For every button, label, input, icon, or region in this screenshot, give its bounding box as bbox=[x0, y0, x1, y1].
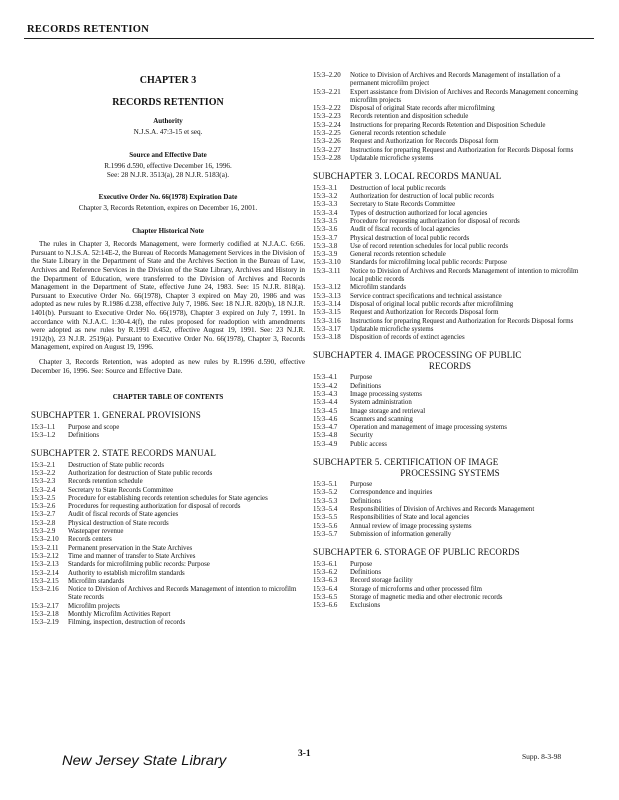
section-number: 15:3–3.13 bbox=[313, 292, 341, 300]
toc-entry bbox=[31, 536, 305, 544]
section-number: 15:3–2.4 bbox=[31, 486, 56, 494]
section-title: Disposition of records of extinct agencies bbox=[350, 334, 465, 342]
section-number: 15:3–4.8 bbox=[313, 432, 338, 440]
left-toc bbox=[31, 410, 305, 628]
section-title: Purpose bbox=[350, 560, 373, 568]
toc-entry bbox=[31, 503, 305, 511]
section-number: 15:3–3.17 bbox=[313, 325, 341, 333]
subchapter-heading bbox=[31, 410, 305, 421]
section-title: Notice to Division of Archives and Records Management of intention to microfilm local public records bbox=[350, 267, 579, 284]
source-heading: Source and Effective Date bbox=[129, 150, 207, 159]
toc-entry bbox=[313, 113, 587, 121]
toc-entry bbox=[31, 487, 305, 495]
section-number: 15:3–2.26 bbox=[313, 138, 341, 146]
section-number: 15:3–2.27 bbox=[313, 146, 341, 154]
toc-entry bbox=[31, 528, 305, 536]
toc-entry bbox=[313, 309, 587, 317]
toc-entry bbox=[31, 603, 305, 611]
chapter-title: RECORDS RETENTION bbox=[112, 97, 224, 108]
history-paragraph-1: The rules in Chapter 3, Records Management, were formerly codified at N.J.A.C. 6:66. Pursuant to N.J.S.A. 52:14E-2, the Bureau of Records Management Services in the Division of the State Library in the Department of State and the Archives Section in the Bureau of Law, Archives and Reference Services in the Division of the State Library, Archives and History in the Department of Education, were transferred to the Division of Archives and Records Management in the Department of State, effective June 24, 1983. See: 15 N.J.R. 818(a). Pursuant to Executive Order No. 66(1978), Chapter 3 expired on May 20, 1986 and was adopted as new rules by R.1986 d.238, effective July 7, 1986. See: 18 N.J.R. 820(b), 18 N.J.R. 1401(b). Pursuant to Executive Order No. 66(1978), Chapter 3 expired on July 7, 1991. In accordance with N.J.A.C. 1:30-4.4(f), the rules proposed for readoption with amendments were adopted as new rules by R.1991 d.452, effective August 19, 1991. See: 23 N.J.R. 1912(b), 23 N.J.R. 2519(a). Pursuant to Executive Order No. 66(1978), Chapter 3, Records Management, expired on August 19, 1996. bbox=[31, 240, 305, 352]
toc-entry bbox=[313, 201, 587, 209]
section-number: 15:3–5.2 bbox=[313, 489, 338, 497]
toc-entry bbox=[313, 326, 587, 334]
toc-entry bbox=[313, 130, 587, 138]
section-number: 15:3–2.12 bbox=[31, 552, 59, 560]
section-number: 15:3–6.6 bbox=[313, 602, 338, 610]
section-number: 15:3–2.24 bbox=[313, 121, 341, 129]
section-number: 15:3–2.15 bbox=[31, 577, 59, 585]
toc-entry bbox=[313, 602, 587, 610]
section-title: Updatable microfiche systems bbox=[350, 325, 434, 333]
toc-entry bbox=[313, 586, 587, 594]
section-title: Monthly Microfilm Activities Report bbox=[68, 611, 171, 619]
source-text-1: R.1996 d.590, effective December 16, 1996. bbox=[104, 161, 232, 170]
subchapter-2 bbox=[313, 72, 587, 163]
section-title: Records centers bbox=[68, 536, 112, 544]
section-title: Destruction of State public records bbox=[68, 461, 165, 469]
section-title: Records retention and disposition schedule bbox=[350, 113, 469, 121]
section-number: 15:3–5.6 bbox=[313, 522, 338, 530]
toc-entry bbox=[313, 268, 587, 285]
toc-entry bbox=[313, 318, 587, 326]
section-number: 15:3–2.22 bbox=[313, 105, 341, 113]
section-title: Audit of fiscal records of local agencies bbox=[350, 226, 460, 234]
section-title: Instructions for preparing Request and Authorization for Records Disposal forms bbox=[350, 317, 574, 325]
section-title: General records retention schedule bbox=[350, 251, 446, 259]
section-title: Destruction of local public records bbox=[350, 184, 446, 192]
section-title: Records retention schedule bbox=[68, 478, 143, 486]
subchapter-heading bbox=[313, 350, 587, 371]
section-number: 15:3–3.8 bbox=[313, 242, 338, 250]
section-title: Physical destruction of State records bbox=[68, 519, 169, 527]
toc-entry bbox=[31, 511, 305, 519]
toc-entry bbox=[313, 506, 587, 514]
toc-entry bbox=[31, 478, 305, 486]
toc-entry bbox=[313, 259, 587, 267]
section-number: 15:3–3.16 bbox=[313, 317, 341, 325]
section-title: Correspondence and inquiries bbox=[350, 489, 433, 497]
toc-table bbox=[31, 424, 305, 441]
toc-entry bbox=[313, 432, 587, 440]
subchapter-title-continued: RECORDS bbox=[428, 360, 472, 371]
section-number: 15:3–2.25 bbox=[313, 130, 341, 138]
toc-entry bbox=[31, 578, 305, 586]
section-number: 15:3–2.10 bbox=[31, 536, 59, 544]
section-title: Authority to establish microfilm standards bbox=[68, 569, 185, 577]
section-number: 15:3–2.17 bbox=[31, 602, 59, 610]
section-number: 15:3–3.12 bbox=[313, 284, 341, 292]
section-number: 15:3–4.4 bbox=[313, 399, 338, 407]
toc-entry bbox=[313, 441, 587, 449]
section-number: 15:3–4.1 bbox=[313, 374, 338, 382]
page-number: 3-1 bbox=[298, 749, 311, 759]
section-number: 15:3–2.5 bbox=[31, 494, 56, 502]
section-number: 15:3–5.4 bbox=[313, 505, 338, 513]
toc-table bbox=[313, 481, 587, 539]
section-number: 15:3–3.3 bbox=[313, 201, 338, 209]
section-title: Purpose bbox=[350, 481, 373, 489]
section-number: 15:3–4.9 bbox=[313, 440, 338, 448]
toc-entry bbox=[313, 569, 587, 577]
toc-entry bbox=[313, 138, 587, 146]
section-title: Microfilm standards bbox=[350, 284, 407, 292]
toc-entry bbox=[313, 374, 587, 382]
history-paragraph-2: Chapter 3, Records Retention, was adopted as new rules by R.1996 d.590, effective December 16, 1996. See: Source and Effective Date. bbox=[31, 357, 305, 375]
toc-entry bbox=[313, 243, 587, 251]
section-title: Authorization for destruction of local public records bbox=[350, 193, 494, 201]
subchapter-heading bbox=[313, 547, 587, 558]
section-title: Storage of microforms and other processed film bbox=[350, 585, 483, 593]
section-number: 15:3–4.2 bbox=[313, 382, 338, 390]
subchapter-6 bbox=[313, 547, 587, 610]
section-title: Definitions bbox=[350, 382, 382, 390]
toc-entry bbox=[313, 523, 587, 531]
toc-entry bbox=[313, 122, 587, 130]
toc-table bbox=[313, 72, 587, 163]
section-title: System administration bbox=[350, 399, 412, 407]
section-number: 15:3–5.1 bbox=[313, 481, 338, 489]
section-number: 15:3–5.7 bbox=[313, 530, 338, 538]
subchapter-3 bbox=[313, 171, 587, 342]
subchapter-title: SUBCHAPTER 1. GENERAL PROVISIONS bbox=[31, 410, 201, 421]
section-title: Security bbox=[350, 432, 373, 440]
section-number: 15:3–2.13 bbox=[31, 561, 59, 569]
section-title: Procedure for establishing records retention schedules for State agencies bbox=[68, 494, 268, 502]
toc-table bbox=[31, 462, 305, 628]
section-title: Responsibilities of State and local agencies bbox=[350, 514, 470, 522]
section-title: Notice to Division of Archives and Records Management of installation of a permanent microfilm project bbox=[350, 72, 561, 88]
subchapter-2 bbox=[31, 448, 305, 627]
subchapter-heading bbox=[313, 171, 587, 182]
section-title: Image storage and retrieval bbox=[350, 407, 426, 415]
history-heading: Chapter Historical Note bbox=[132, 227, 204, 236]
section-number: 15:3–2.9 bbox=[31, 528, 56, 536]
section-title: Physical destruction of local public records bbox=[350, 234, 470, 242]
toc-entry bbox=[313, 284, 587, 292]
left-column bbox=[31, 72, 305, 628]
header-rule bbox=[24, 38, 594, 39]
subchapter-title: SUBCHAPTER 4. IMAGE PROCESSING OF PUBLIC bbox=[313, 350, 522, 361]
section-title: Responsibilities of Division of Archives and Records Management bbox=[350, 505, 535, 513]
section-number: 15:3–4.7 bbox=[313, 424, 338, 432]
section-title: Purpose and scope bbox=[68, 423, 120, 431]
section-title: Notice to Division of Archives and Records Management of intention to microfilm State records bbox=[68, 586, 297, 602]
expiration-text: Chapter 3, Records Retention, expires on December 16, 2001. bbox=[78, 204, 258, 213]
toc-entry bbox=[313, 334, 587, 342]
section-number: 15:3–4.3 bbox=[313, 391, 338, 398]
section-number: 15:3–3.7 bbox=[313, 234, 338, 242]
toc-entry bbox=[31, 561, 305, 569]
supplement-date: Supp. 8-3-98 bbox=[522, 752, 562, 761]
toc-entry bbox=[313, 155, 587, 163]
subchapter-4 bbox=[313, 350, 587, 449]
section-number: 15:3–3.2 bbox=[313, 193, 338, 201]
toc-entry bbox=[31, 432, 305, 440]
section-number: 15:3–3.10 bbox=[313, 259, 341, 267]
section-title: Standards for microfilming local public records: Purpose bbox=[350, 259, 507, 267]
section-title: Scanners and scanning bbox=[350, 415, 413, 423]
toc-entry bbox=[313, 226, 587, 234]
section-title: Definitions bbox=[68, 431, 100, 439]
section-title: Request and Authorization for Records Disposal form bbox=[350, 309, 499, 317]
toc-entry bbox=[313, 531, 587, 539]
subchapter-heading bbox=[31, 448, 305, 459]
section-title: Instructions for preparing Records Retention and Disposition Schedule bbox=[350, 121, 546, 129]
subchapter-1 bbox=[31, 410, 305, 440]
section-title: Updatable microfiche systems bbox=[350, 154, 434, 162]
toc-entry bbox=[31, 545, 305, 553]
section-title: Use of record retention schedules for local public records bbox=[350, 242, 509, 250]
subchapter-title-continued: PROCESSING SYSTEMS bbox=[400, 467, 500, 478]
toc-entry bbox=[31, 553, 305, 561]
toc-table bbox=[313, 561, 587, 611]
toc-entry bbox=[313, 218, 587, 226]
toc-entry bbox=[313, 416, 587, 424]
toc-entry bbox=[313, 424, 587, 432]
source-text-2: See: 28 N.J.R. 3513(a), 28 N.J.R. 5183(a). bbox=[106, 170, 230, 179]
toc-entry bbox=[313, 498, 587, 506]
toc-entry bbox=[313, 89, 587, 106]
section-title: Filming, inspection, destruction of records bbox=[68, 619, 186, 627]
section-title: Time and manner of transfer to State Archives bbox=[68, 552, 196, 560]
toc-entry bbox=[313, 489, 587, 497]
section-title: General records retention schedule bbox=[350, 130, 446, 138]
section-title: Microfilm standards bbox=[68, 577, 125, 585]
toc-entry bbox=[313, 391, 587, 399]
section-title: Operation and management of image processing systems bbox=[350, 424, 507, 432]
subchapter-5 bbox=[313, 457, 587, 539]
section-title: Service contract specifications and technical assistance bbox=[350, 292, 502, 300]
section-title: Instructions for preparing Request and Authorization for Records Disposal forms bbox=[350, 146, 574, 154]
section-title: Submission of information generally bbox=[350, 530, 452, 538]
toc-entry bbox=[31, 462, 305, 470]
section-title: Storage of magnetic media and other electronic records bbox=[350, 593, 503, 601]
section-number: 15:3–6.4 bbox=[313, 585, 338, 593]
section-number: 15:3–5.3 bbox=[313, 497, 338, 505]
section-number: 15:3–2.8 bbox=[31, 519, 56, 527]
section-title: Exclusions bbox=[350, 602, 381, 610]
section-number: 15:3–3.1 bbox=[313, 184, 338, 192]
toc-entry bbox=[313, 383, 587, 391]
section-number: 15:3–3.18 bbox=[313, 334, 341, 342]
section-title: Procedures for requesting authorization for disposal of records bbox=[68, 503, 241, 511]
toc-entry bbox=[31, 424, 305, 432]
toc-entry bbox=[313, 105, 587, 113]
toc-entry bbox=[313, 399, 587, 407]
section-number: 15:3–2.20 bbox=[313, 72, 341, 79]
section-title: Secretary to State Records Committee bbox=[68, 486, 174, 494]
section-number: 15:3–4.6 bbox=[313, 415, 338, 423]
toc-entry bbox=[31, 495, 305, 503]
section-number: 15:3–2.11 bbox=[31, 544, 59, 552]
toc-entry bbox=[313, 72, 587, 89]
section-title: Types of destruction authorized for local agencies bbox=[350, 209, 488, 217]
subchapter-title: SUBCHAPTER 2. STATE RECORDS MANUAL bbox=[31, 448, 216, 459]
section-number: 15:3–2.21 bbox=[313, 88, 341, 96]
section-number: 15:3–2.16 bbox=[31, 586, 59, 594]
toc-entry bbox=[31, 570, 305, 578]
section-title: Definitions bbox=[350, 568, 382, 576]
section-title: Image processing systems bbox=[350, 391, 422, 398]
toc-entry bbox=[313, 561, 587, 569]
section-number: 15:3–2.6 bbox=[31, 503, 56, 511]
section-number: 15:3–5.5 bbox=[313, 514, 338, 522]
toc-entry bbox=[313, 193, 587, 201]
toc-entry bbox=[313, 147, 587, 155]
section-title: Microfilm projects bbox=[68, 602, 120, 610]
section-title: Authorization for destruction of State public records bbox=[68, 469, 213, 477]
section-title: Annual review of image processing systems bbox=[350, 522, 472, 530]
toc-entry bbox=[313, 293, 587, 301]
subchapter-title: SUBCHAPTER 5. CERTIFICATION OF IMAGE bbox=[313, 457, 499, 468]
section-number: 15:3–3.9 bbox=[313, 251, 338, 259]
toc-entry bbox=[313, 481, 587, 489]
subchapter-title: SUBCHAPTER 3. LOCAL RECORDS MANUAL bbox=[313, 171, 502, 182]
right-column bbox=[313, 72, 587, 610]
section-number: 15:3–2.18 bbox=[31, 611, 59, 619]
chapter-number: CHAPTER 3 bbox=[139, 75, 197, 86]
section-title: Disposal of original State records after microfilming bbox=[350, 105, 495, 113]
section-number: 15:3–2.14 bbox=[31, 569, 59, 577]
section-title: Request and Authorization for Records Disposal form bbox=[350, 138, 499, 146]
section-number: 15:3–2.28 bbox=[313, 154, 341, 162]
toc-table bbox=[313, 185, 587, 343]
section-title: Purpose bbox=[350, 374, 373, 382]
section-number: 15:3–4.5 bbox=[313, 407, 338, 415]
section-title: Definitions bbox=[350, 497, 382, 505]
section-number: 15:3–3.5 bbox=[313, 217, 338, 225]
toc-entry bbox=[31, 611, 305, 619]
section-number: 15:3–3.6 bbox=[313, 226, 338, 234]
subchapter-heading bbox=[313, 457, 587, 478]
toc-entry bbox=[313, 210, 587, 218]
toc-entry bbox=[313, 594, 587, 602]
section-number: 15:3–3.15 bbox=[313, 309, 341, 317]
section-title: Expert assistance from Division of Archives and Records Management concerning microfilm projects bbox=[350, 88, 578, 104]
section-number: 15:3–2.3 bbox=[31, 478, 56, 486]
section-title: Permanent preservation in the State Archives bbox=[68, 544, 193, 552]
toc-entry bbox=[313, 514, 587, 522]
section-title: Wastepaper revenue bbox=[68, 528, 124, 536]
toc-heading: CHAPTER TABLE OF CONTENTS bbox=[112, 393, 224, 402]
section-number: 15:3–2.2 bbox=[31, 469, 56, 477]
section-number: 15:3–3.4 bbox=[313, 209, 338, 217]
section-title: Audit of fiscal records of State agencies bbox=[68, 511, 179, 519]
toc-entry bbox=[31, 619, 305, 627]
subchapter-title: SUBCHAPTER 6. STORAGE OF PUBLIC RECORDS bbox=[313, 547, 520, 558]
section-number: 15:3–2.7 bbox=[31, 511, 56, 519]
section-title: Secretary to State Records Committee bbox=[350, 201, 456, 209]
section-number: 15:3–1.2 bbox=[31, 431, 56, 439]
library-stamp: New Jersey State Library bbox=[62, 752, 227, 768]
section-number: 15:3–2.19 bbox=[31, 619, 59, 627]
section-number: 15:3–6.2 bbox=[313, 568, 338, 576]
expiration-heading: Executive Order No. 66(1978) Expiration Date bbox=[98, 193, 238, 202]
toc-entry bbox=[31, 586, 305, 603]
section-number: 15:3–1.1 bbox=[31, 423, 56, 431]
authority-heading: Authority bbox=[153, 117, 183, 125]
section-number: 15:3–6.1 bbox=[313, 560, 338, 568]
toc-entry bbox=[313, 235, 587, 243]
section-title: Record storage facility bbox=[350, 577, 413, 585]
toc-entry bbox=[31, 470, 305, 478]
toc-entry bbox=[313, 251, 587, 259]
section-number: 15:3–6.3 bbox=[313, 577, 338, 585]
toc-entry bbox=[313, 408, 587, 416]
toc-entry bbox=[313, 577, 587, 585]
section-title: Standards for microfilming public records: Purpose bbox=[68, 561, 210, 569]
section-number: 15:3–2.1 bbox=[31, 461, 56, 469]
section-number: 15:3–3.11 bbox=[313, 267, 341, 275]
section-number: 15:3–2.23 bbox=[313, 113, 341, 121]
toc-table bbox=[313, 374, 587, 449]
authority-text: N.J.S.A. 47:3-15 et seq. bbox=[133, 128, 203, 136]
section-number: 15:3–3.14 bbox=[313, 300, 341, 308]
section-title: Disposal of original local public records after microfilming bbox=[350, 300, 514, 308]
section-title: Public access bbox=[350, 440, 387, 448]
section-number: 15:3–6.5 bbox=[313, 593, 338, 601]
toc-entry bbox=[31, 520, 305, 528]
toc-entry bbox=[313, 185, 587, 193]
section-title: Procedure for requesting authorization for disposal of records bbox=[350, 217, 520, 225]
running-head: RECORDS RETENTION bbox=[27, 24, 150, 35]
toc-entry bbox=[313, 301, 587, 309]
right-toc bbox=[313, 72, 587, 610]
